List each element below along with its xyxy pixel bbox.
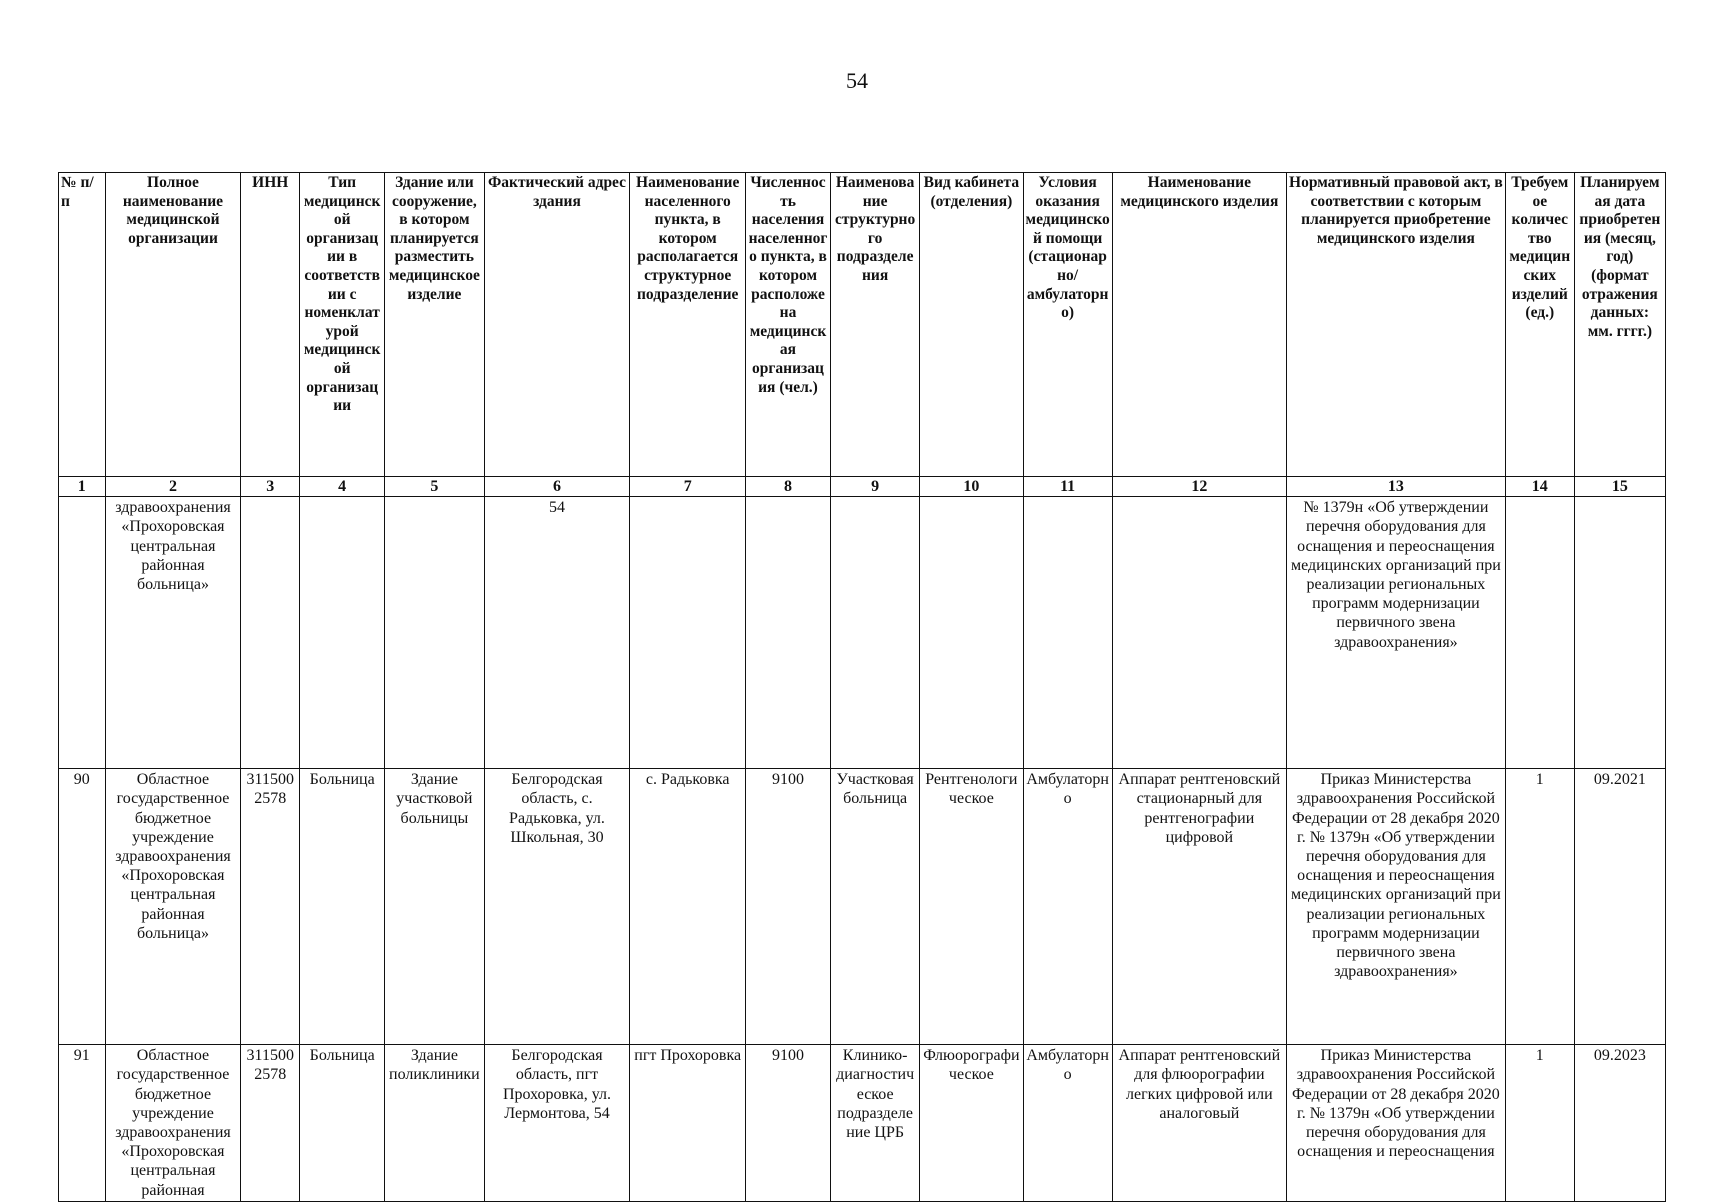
- cell-building: Здание участковой больницы: [385, 769, 484, 1045]
- cell-date: 09.2021: [1574, 769, 1665, 1045]
- header-population: Численность населения населенного пункта, в котором расположена медицинская организация (чел.): [745, 173, 830, 477]
- column-number: 10: [920, 477, 1023, 497]
- cell-act: № 1379н «Об утверждении перечня оборудования для оснащения и переоснащения медицинских организаций при реализации региональных программ модернизации первичного звена здравоохранения»: [1286, 497, 1505, 769]
- cell-num: 91: [59, 1045, 106, 1202]
- cell-date: [1574, 497, 1665, 769]
- header-date: Планируемая дата приобретения (месяц, год) (формат отражения данных: мм. гггг.): [1574, 173, 1665, 477]
- cell-address: Белгородская область, пгт Прохоровка, ул. Лермонтова, 54: [484, 1045, 630, 1202]
- cell-unit: Клинико-диагностическое подразделение ЦРБ: [831, 1045, 920, 1202]
- column-number: 4: [300, 477, 385, 497]
- cell-settlement: с. Радьковка: [630, 769, 746, 1045]
- cell-inn: 3115002578: [241, 1045, 300, 1202]
- column-number: 1: [59, 477, 106, 497]
- cell-type: [300, 497, 385, 769]
- column-number: 15: [1574, 477, 1665, 497]
- header-device: Наименование медицинского изделия: [1112, 173, 1286, 477]
- column-number: 13: [1286, 477, 1505, 497]
- cell-org: здравоохранения «Прохоровская центральная районная больница»: [105, 497, 241, 769]
- cell-inn: [241, 497, 300, 769]
- table-row: [59, 769, 1666, 1045]
- cell-population: 9100: [745, 769, 830, 1045]
- column-number: 5: [385, 477, 484, 497]
- header-inn: ИНН: [241, 173, 300, 477]
- cell-building: Здание поликлиники: [385, 1045, 484, 1202]
- cell-num: [59, 497, 106, 769]
- cell-org: Областное государственное бюджетное учреждение здравоохранения «Прохоровская центральная районная больница»: [105, 769, 241, 1045]
- cell-qty: [1505, 497, 1574, 769]
- header-building: Здание или сооружение, в котором планируется разместить медицинское изделие: [385, 173, 484, 477]
- column-number: 6: [484, 477, 630, 497]
- header-qty: Требуемое количество медицинских изделий (ед.): [1505, 173, 1574, 477]
- cell-act: Приказ Министерства здравоохранения Российской Федерации от 28 декабря 2020 г. № 1379н «Об утверждении перечня оборудования для оснащения и переоснащения: [1286, 1045, 1505, 1202]
- column-number: 9: [831, 477, 920, 497]
- cell-address: Белгородская область, с. Радьковка, ул. Школьная, 30: [484, 769, 630, 1045]
- header-settlement: Наименование населенного пункта, в котором располагается структурное подразделение: [630, 173, 746, 477]
- header-act: Нормативный правовой акт, в соответствии с которым планируется приобретение медицинского изделия: [1286, 173, 1505, 477]
- cell-conditions: Амбулаторно: [1023, 1045, 1112, 1202]
- table-header-row: [59, 173, 1666, 477]
- cell-cabinet: Рентгенологическое: [920, 769, 1023, 1045]
- column-number: 3: [241, 477, 300, 497]
- column-number: 7: [630, 477, 746, 497]
- cell-population: [745, 497, 830, 769]
- cell-cabinet: Флюорографическое: [920, 1045, 1023, 1202]
- cell-unit: Участковая больница: [831, 769, 920, 1045]
- cell-device: Аппарат рентгеновский стационарный для рентгенографии цифровой: [1112, 769, 1286, 1045]
- cell-act: Приказ Министерства здравоохранения Российской Федерации от 28 декабря 2020 г. № 1379н «Об утверждении перечня оборудования для оснащения и переоснащения медицинских организаций при реализации региональных программ модернизации первичного звена здравоохранения»: [1286, 769, 1505, 1045]
- header-conditions: Условия оказания медицинской помощи (стационарно/амбулаторно): [1023, 173, 1112, 477]
- header-cabinet: Вид кабинета (отделения): [920, 173, 1023, 477]
- header-type: Тип медицинской организации в соответствии с номенклатурой медицинской организации: [300, 173, 385, 477]
- cell-qty: 1: [1505, 769, 1574, 1045]
- cell-device: [1112, 497, 1286, 769]
- cell-building: [385, 497, 484, 769]
- cell-date: 09.2023: [1574, 1045, 1665, 1202]
- cell-inn: 3115002578: [241, 769, 300, 1045]
- equipment-table: [58, 172, 1666, 1202]
- cell-settlement: [630, 497, 746, 769]
- cell-address: 54: [484, 497, 630, 769]
- cell-qty: 1: [1505, 1045, 1574, 1202]
- table-row: [59, 497, 1666, 769]
- header-address: Фактический адрес здания: [484, 173, 630, 477]
- header-num: № п/п: [59, 173, 106, 477]
- cell-settlement: пгт Прохоровка: [630, 1045, 746, 1202]
- table-row: [59, 1045, 1666, 1202]
- column-number: 12: [1112, 477, 1286, 497]
- page-number: 54: [846, 68, 868, 93]
- cell-type: Больница: [300, 769, 385, 1045]
- column-number-row: [59, 477, 1666, 497]
- column-number: 11: [1023, 477, 1112, 497]
- cell-population: 9100: [745, 1045, 830, 1202]
- cell-num: 90: [59, 769, 106, 1045]
- header-org: Полное наименование медицинской организации: [105, 173, 241, 477]
- header-unit: Наименование структурного подразделения: [831, 173, 920, 477]
- column-number: 2: [105, 477, 241, 497]
- column-number: 8: [745, 477, 830, 497]
- cell-conditions: Амбулаторно: [1023, 769, 1112, 1045]
- cell-org: Областное государственное бюджетное учреждение здравоохранения «Прохоровская центральная районная: [105, 1045, 241, 1202]
- cell-type: Больница: [300, 1045, 385, 1202]
- column-number: 14: [1505, 477, 1574, 497]
- cell-conditions: [1023, 497, 1112, 769]
- cell-cabinet: [920, 497, 1023, 769]
- cell-unit: [831, 497, 920, 769]
- cell-device: Аппарат рентгеновский для флюорографии легких цифровой или аналоговый: [1112, 1045, 1286, 1202]
